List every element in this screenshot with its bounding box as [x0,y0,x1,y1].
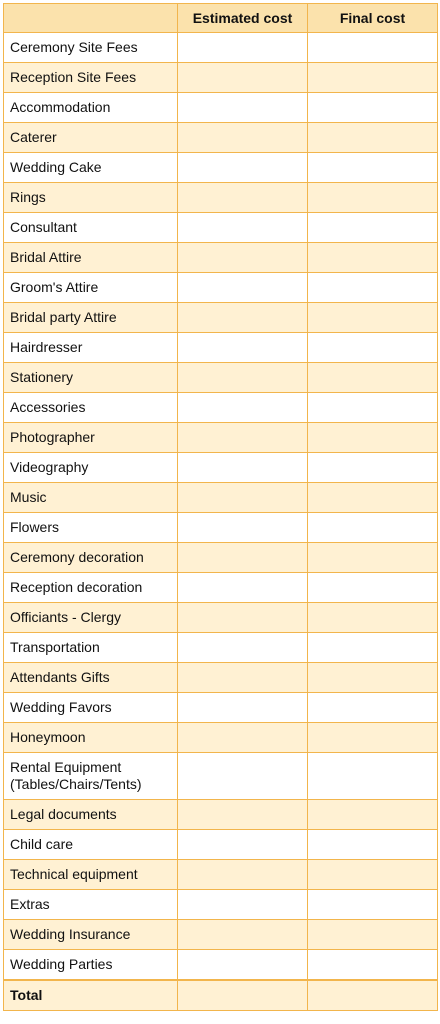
row-label: Consultant [4,213,178,243]
estimated-cost-cell[interactable] [178,243,308,273]
total-estimated-cell[interactable] [178,980,308,1011]
row-label: Extras [4,890,178,920]
row-label: Wedding Favors [4,693,178,723]
estimated-cost-cell[interactable] [178,860,308,890]
table-row [4,723,438,753]
row-label: Accessories [4,393,178,423]
row-label: Reception Site Fees [4,63,178,93]
row-label: Technical equipment [4,860,178,890]
final-cost-cell[interactable] [308,693,438,723]
row-label: Music [4,483,178,513]
estimated-cost-cell[interactable] [178,273,308,303]
estimated-cost-cell[interactable] [178,890,308,920]
final-cost-cell[interactable] [308,423,438,453]
row-label: Hairdresser [4,333,178,363]
final-cost-cell[interactable] [308,243,438,273]
row-label-line: (Tables/Chairs/Tents) [10,776,142,792]
row-label: Accommodation [4,93,178,123]
final-cost-cell[interactable] [308,513,438,543]
table-row [4,453,438,483]
row-label: Reception decoration [4,573,178,603]
estimated-cost-cell[interactable] [178,63,308,93]
header-row [4,4,438,33]
row-label: Caterer [4,123,178,153]
wedding-budget-sheet [3,3,437,1011]
row-label: Attendants Gifts [4,663,178,693]
table-row [4,363,438,393]
estimated-cost-cell[interactable] [178,920,308,950]
row-label-line: Rental Equipment [10,759,122,775]
estimated-cost-cell[interactable] [178,123,308,153]
total-final-cell[interactable] [308,980,438,1011]
table-row [4,243,438,273]
final-cost-cell[interactable] [308,663,438,693]
table-row [4,663,438,693]
final-cost-cell[interactable] [308,303,438,333]
final-cost-cell[interactable] [308,633,438,663]
final-cost-cell[interactable] [308,123,438,153]
estimated-cost-cell[interactable] [178,603,308,633]
row-label: Legal documents [4,800,178,830]
table-row [4,830,438,860]
estimated-cost-cell[interactable] [178,483,308,513]
final-cost-cell[interactable] [308,33,438,63]
table-row [4,423,438,453]
table-row [4,603,438,633]
estimated-cost-cell[interactable] [178,830,308,860]
estimated-cost-cell[interactable] [178,453,308,483]
budget-table [3,3,438,1011]
final-cost-cell[interactable] [308,393,438,423]
final-cost-cell[interactable] [308,573,438,603]
final-cost-cell[interactable] [308,63,438,93]
row-label [4,753,178,800]
row-label: Honeymoon [4,723,178,753]
final-cost-cell[interactable] [308,830,438,860]
row-label: Videography [4,453,178,483]
table-row [4,213,438,243]
row-label: Flowers [4,513,178,543]
estimated-cost-cell[interactable] [178,723,308,753]
estimated-cost-cell[interactable] [178,693,308,723]
table-row [4,920,438,950]
estimated-cost-cell[interactable] [178,513,308,543]
table-row [4,573,438,603]
estimated-cost-cell[interactable] [178,663,308,693]
final-cost-cell[interactable] [308,543,438,573]
row-label: Ceremony Site Fees [4,33,178,63]
estimated-cost-cell[interactable] [178,213,308,243]
row-label: Photographer [4,423,178,453]
estimated-cost-cell[interactable] [178,950,308,981]
table-row [4,93,438,123]
header-item-column [4,4,178,33]
final-cost-cell[interactable] [308,723,438,753]
final-cost-cell[interactable] [308,363,438,393]
estimated-cost-cell[interactable] [178,303,308,333]
row-label: Transportation [4,633,178,663]
table-row [4,950,438,981]
table-row [4,123,438,153]
final-cost-cell[interactable] [308,273,438,303]
table-row [4,543,438,573]
final-cost-cell[interactable] [308,153,438,183]
estimated-cost-cell[interactable] [178,153,308,183]
final-cost-cell[interactable] [308,800,438,830]
row-label: Ceremony decoration [4,543,178,573]
row-label: Child care [4,830,178,860]
table-row [4,393,438,423]
final-cost-cell[interactable] [308,183,438,213]
table-row [4,183,438,213]
row-label: Groom's Attire [4,273,178,303]
estimated-cost-cell[interactable] [178,183,308,213]
table-row [4,860,438,890]
estimated-cost-cell[interactable] [178,543,308,573]
estimated-cost-cell[interactable] [178,333,308,363]
total-label: Total [4,980,178,1011]
estimated-cost-cell[interactable] [178,93,308,123]
estimated-cost-cell[interactable] [178,800,308,830]
estimated-cost-cell[interactable] [178,633,308,663]
row-label: Wedding Cake [4,153,178,183]
row-label: Wedding Insurance [4,920,178,950]
final-cost-cell[interactable] [308,483,438,513]
final-cost-cell[interactable] [308,920,438,950]
final-cost-cell[interactable] [308,213,438,243]
final-cost-cell[interactable] [308,93,438,123]
table-row [4,483,438,513]
total-row [4,980,438,1011]
table-row [4,693,438,723]
final-cost-cell[interactable] [308,753,438,800]
table-row [4,513,438,543]
final-cost-cell[interactable] [308,860,438,890]
table-row [4,153,438,183]
row-label: Bridal party Attire [4,303,178,333]
table-row [4,33,438,63]
table-row [4,800,438,830]
table-row [4,333,438,363]
table-row [4,633,438,663]
estimated-cost-cell[interactable] [178,753,308,800]
table-row [4,303,438,333]
header-final-cost: Final cost [308,4,438,33]
table-row [4,890,438,920]
estimated-cost-cell[interactable] [178,363,308,393]
table-row [4,63,438,93]
final-cost-cell[interactable] [308,950,438,981]
final-cost-cell[interactable] [308,333,438,363]
final-cost-cell[interactable] [308,453,438,483]
row-label: Bridal Attire [4,243,178,273]
estimated-cost-cell[interactable] [178,33,308,63]
table-row [4,273,438,303]
header-estimated-cost: Estimated cost [178,4,308,33]
row-label: Wedding Parties [4,950,178,981]
final-cost-cell[interactable] [308,890,438,920]
row-label: Rings [4,183,178,213]
estimated-cost-cell[interactable] [178,393,308,423]
budget-rows [4,33,438,981]
estimated-cost-cell[interactable] [178,423,308,453]
table-row [4,753,438,800]
final-cost-cell[interactable] [308,603,438,633]
row-label: Officiants - Clergy [4,603,178,633]
row-label: Stationery [4,363,178,393]
estimated-cost-cell[interactable] [178,573,308,603]
